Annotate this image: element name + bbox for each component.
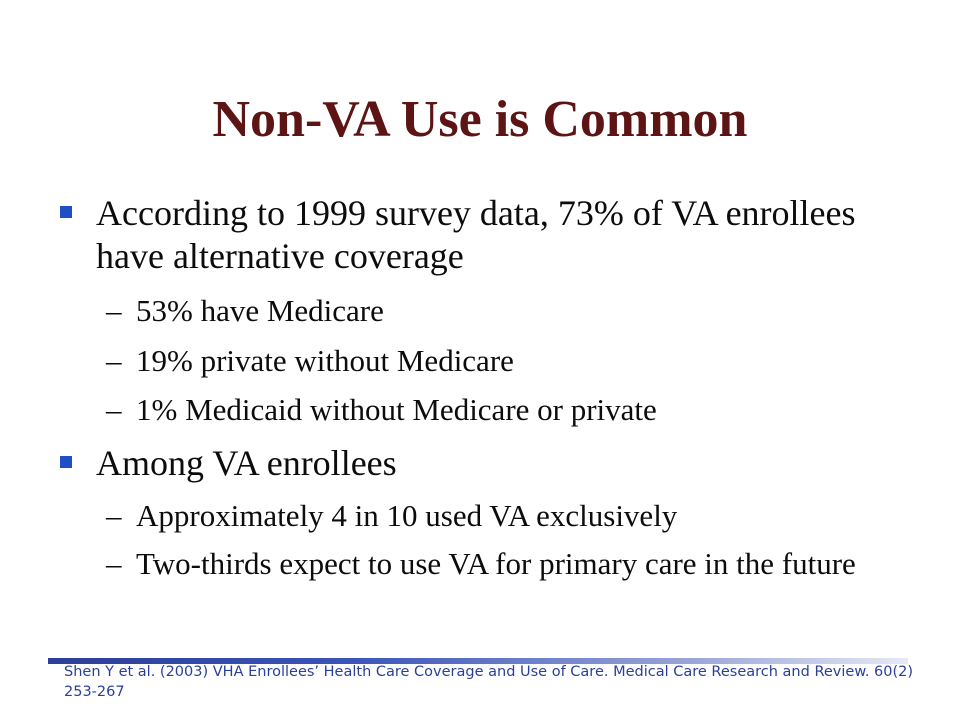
- square-bullet-icon: [60, 456, 72, 468]
- slide-title: Non-VA Use is Common: [212, 91, 748, 148]
- subitem-primary-care: [106, 545, 886, 582]
- dash-icon: –: [106, 392, 122, 427]
- dash-icon: –: [106, 343, 122, 378]
- subitem-text: Approximately 4 in 10 used VA exclusively: [136, 498, 678, 533]
- subitem-medicaid: [106, 391, 886, 428]
- dash-icon: –: [106, 546, 122, 581]
- subitem-text: 53% have Medicare: [136, 293, 384, 328]
- subitem-text: Two-thirds expect to use VA for primary care in the future: [136, 546, 856, 581]
- bullet-item-alternative-coverage: [96, 192, 886, 278]
- subitem-text: 1% Medicaid without Medicare or private: [136, 392, 657, 427]
- citation-text: Shen Y et al. (2003) VHA Enrollees’ Health Care Coverage and Use of Care. Medical Care Research and Review. 60(2) 253-267: [64, 664, 914, 700]
- subitem-text: 19% private without Medicare: [136, 343, 514, 378]
- bullet-item-among-enrollees: [96, 442, 886, 485]
- subitem-exclusive-use: [106, 497, 886, 534]
- bullet-text: According to 1999 survey data, 73% of VA enrollees have alternative coverage: [96, 193, 856, 276]
- dash-icon: –: [106, 498, 122, 533]
- square-bullet-icon: [60, 206, 72, 218]
- dash-icon: –: [106, 293, 122, 328]
- subitem-private: [106, 342, 886, 379]
- subitem-medicare: [106, 292, 886, 329]
- bullet-text: Among VA enrollees: [96, 443, 397, 483]
